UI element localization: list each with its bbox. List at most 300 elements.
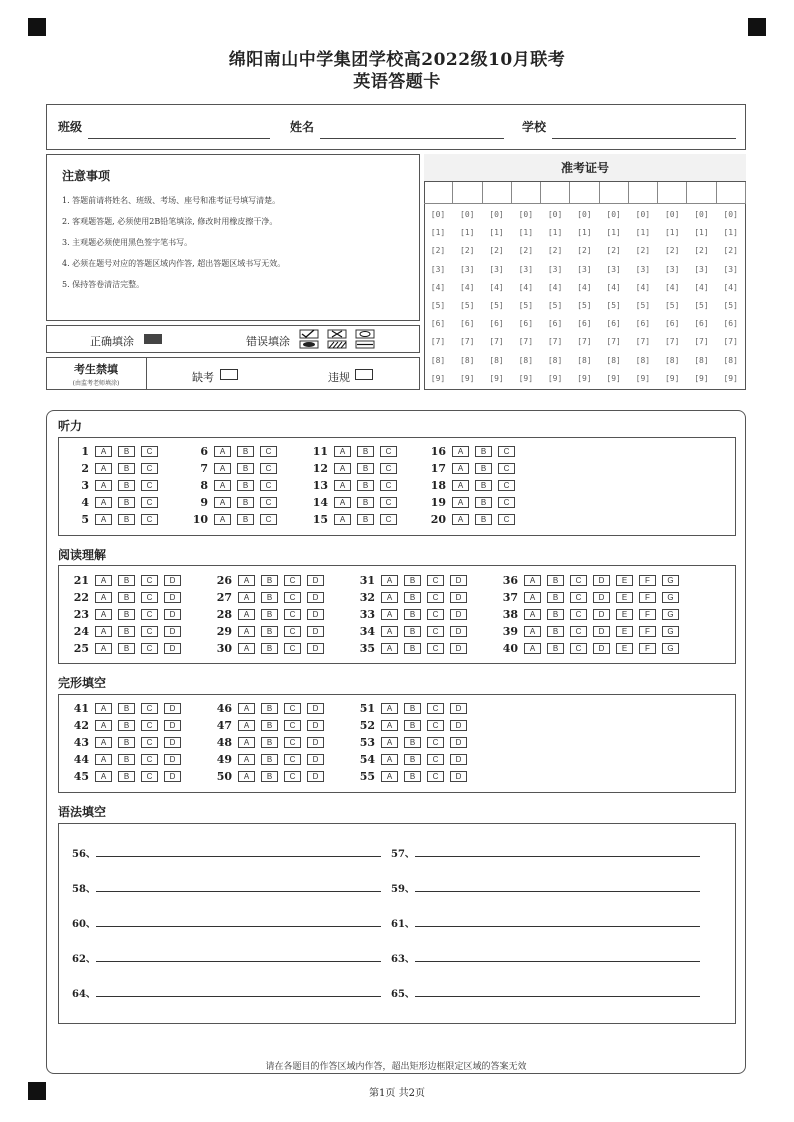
exam-id-digit-bubble[interactable]: [5] [547,301,563,310]
exam-id-digit-bubble[interactable]: [2] [489,246,504,256]
answer-option-bubble[interactable]: D [307,737,324,748]
answer-option-bubble[interactable]: B [475,463,492,474]
answer-option-bubble[interactable]: D [307,575,324,586]
answer-option-bubble[interactable]: B [404,575,421,586]
answer-option-bubble[interactable]: B [261,737,278,748]
answer-option-bubble[interactable]: C [141,575,158,586]
answer-option-bubble[interactable]: B [118,497,135,508]
answer-option-bubble[interactable]: D [593,592,610,603]
answer-option-bubble[interactable]: B [261,720,278,731]
answer-option-bubble[interactable]: B [118,480,135,491]
exam-id-digit-bubble[interactable]: [4] [664,282,680,292]
answer-option-bubble[interactable]: C [570,592,587,603]
exam-id-digit-bubble[interactable]: [0] [577,210,592,219]
answer-option-bubble[interactable]: A [452,497,469,508]
answer-option-bubble[interactable]: A [524,575,541,586]
exam-id-digit-bubble[interactable]: [3] [430,264,446,274]
exam-id-digit-bubble[interactable]: [4] [489,282,504,292]
exam-id-digit-bubble[interactable]: [0] [723,210,738,219]
class-field[interactable] [88,138,270,139]
exam-id-write-cell[interactable] [512,182,541,204]
answer-option-bubble[interactable]: A [95,720,112,731]
answer-option-bubble[interactable]: A [381,720,398,731]
answer-option-bubble[interactable]: C [284,703,301,714]
answer-option-bubble[interactable]: F [639,592,656,603]
exam-id-write-cell[interactable] [483,182,512,204]
answer-option-bubble[interactable]: A [238,592,255,603]
exam-id-digit-bubble[interactable]: [4] [723,282,738,292]
exam-id-write-cell[interactable] [600,182,629,204]
grammar-answer-line[interactable] [96,961,381,962]
exam-id-digit-bubble[interactable]: [7] [694,337,709,347]
answer-option-bubble[interactable]: D [307,626,324,637]
answer-option-bubble[interactable]: C [141,480,158,491]
answer-option-bubble[interactable]: D [450,592,467,603]
answer-option-bubble[interactable]: C [427,643,444,654]
exam-id-digit-bubble[interactable]: [5] [489,301,504,310]
answer-option-bubble[interactable]: A [95,737,112,748]
answer-option-bubble[interactable]: B [237,446,254,457]
answer-option-bubble[interactable]: B [118,643,135,654]
answer-option-bubble[interactable]: B [118,514,135,525]
answer-option-bubble[interactable]: G [662,592,679,603]
answer-option-bubble[interactable]: C [260,463,277,474]
exam-id-digit-bubble[interactable]: [6] [723,319,738,329]
answer-option-bubble[interactable]: A [452,514,469,525]
exam-id-write-cell[interactable] [453,182,482,204]
exam-id-digit-bubble[interactable]: [1] [577,228,592,238]
exam-id-write-cell[interactable] [717,182,746,204]
answer-option-bubble[interactable]: D [593,575,610,586]
answer-option-bubble[interactable]: C [284,754,301,765]
answer-option-bubble[interactable]: C [141,754,158,765]
exam-id-digit-bubble[interactable]: [5] [635,301,651,310]
answer-option-bubble[interactable]: D [593,643,610,654]
answer-option-bubble[interactable]: C [260,480,277,491]
answer-option-bubble[interactable]: B [261,626,278,637]
answer-option-bubble[interactable]: B [118,720,135,731]
exam-id-digit-bubble[interactable]: [5] [664,301,680,310]
answer-option-bubble[interactable]: D [164,592,181,603]
exam-id-digit-bubble[interactable]: [5] [577,301,592,310]
answer-option-bubble[interactable]: D [450,575,467,586]
exam-id-digit-bubble[interactable]: [9] [547,373,563,383]
exam-id-write-cell[interactable] [541,182,570,204]
exam-id-digit-bubble[interactable]: [0] [606,210,621,219]
answer-option-bubble[interactable]: D [307,771,324,782]
exam-id-digit-bubble[interactable]: [2] [723,246,738,256]
exam-id-write-cell[interactable] [570,182,599,204]
answer-option-bubble[interactable]: A [95,643,112,654]
answer-option-bubble[interactable]: G [662,609,679,620]
exam-id-digit-bubble[interactable]: [8] [518,355,534,365]
answer-option-bubble[interactable]: B [404,720,421,731]
answer-option-bubble[interactable]: C [427,720,444,731]
answer-option-bubble[interactable]: D [450,609,467,620]
answer-option-bubble[interactable]: A [452,463,469,474]
answer-option-bubble[interactable]: C [570,626,587,637]
exam-id-digit-bubble[interactable]: [0] [635,210,651,219]
answer-option-bubble[interactable]: A [214,514,231,525]
exam-id-digit-bubble[interactable]: [6] [577,319,592,329]
answer-option-bubble[interactable]: A [334,480,351,491]
answer-option-bubble[interactable]: B [261,771,278,782]
exam-id-digit-bubble[interactable]: [3] [460,264,475,274]
exam-id-digit-bubble[interactable]: [9] [664,373,680,383]
answer-option-bubble[interactable]: C [284,626,301,637]
exam-id-digit-bubble[interactable]: [7] [606,337,621,347]
exam-id-digit-bubble[interactable]: [1] [723,228,738,238]
answer-option-bubble[interactable]: A [238,643,255,654]
answer-option-bubble[interactable]: A [334,497,351,508]
answer-option-bubble[interactable]: A [95,592,112,603]
answer-option-bubble[interactable]: C [498,514,515,525]
answer-option-bubble[interactable]: C [260,497,277,508]
answer-option-bubble[interactable]: A [334,446,351,457]
answer-option-bubble[interactable]: E [616,592,633,603]
exam-id-digit-bubble[interactable]: [9] [635,373,651,383]
exam-id-digit-bubble[interactable]: [4] [635,282,651,292]
violation-checkbox[interactable] [355,369,373,380]
exam-id-digit-bubble[interactable]: [0] [489,210,504,219]
answer-option-bubble[interactable]: A [334,514,351,525]
answer-option-bubble[interactable]: B [404,703,421,714]
exam-id-digit-bubble[interactable]: [8] [606,355,621,365]
exam-id-digit-bubble[interactable]: [3] [635,264,651,274]
answer-option-bubble[interactable]: D [164,754,181,765]
exam-id-digit-bubble[interactable]: [6] [489,319,504,329]
answer-option-bubble[interactable]: B [357,514,374,525]
answer-option-bubble[interactable]: G [662,643,679,654]
exam-id-digit-bubble[interactable]: [5] [723,301,738,310]
exam-id-digit-bubble[interactable]: [3] [577,264,592,274]
answer-option-bubble[interactable]: C [141,771,158,782]
exam-id-digit-bubble[interactable]: [0] [518,210,534,219]
exam-id-digit-bubble[interactable]: [3] [489,264,504,274]
exam-id-digit-bubble[interactable]: [8] [430,355,446,365]
answer-option-bubble[interactable]: D [593,626,610,637]
answer-option-bubble[interactable]: C [427,703,444,714]
answer-option-bubble[interactable]: C [284,771,301,782]
answer-option-bubble[interactable]: C [141,609,158,620]
answer-option-bubble[interactable]: A [95,463,112,474]
answer-option-bubble[interactable]: C [427,609,444,620]
name-field[interactable] [320,138,504,139]
answer-option-bubble[interactable]: C [427,771,444,782]
exam-id-digit-bubble[interactable]: [6] [664,319,680,329]
answer-option-bubble[interactable]: B [118,446,135,457]
answer-option-bubble[interactable]: C [380,480,397,491]
answer-option-bubble[interactable]: D [450,643,467,654]
answer-option-bubble[interactable]: B [547,609,564,620]
exam-id-write-cell[interactable] [687,182,716,204]
answer-option-bubble[interactable]: B [118,626,135,637]
exam-id-digit-bubble[interactable]: [2] [577,246,592,256]
exam-id-digit-bubble[interactable]: [4] [518,282,534,292]
answer-option-bubble[interactable]: C [284,575,301,586]
exam-id-digit-bubble[interactable]: [3] [694,264,709,274]
answer-option-bubble[interactable]: D [307,720,324,731]
answer-option-bubble[interactable]: B [237,463,254,474]
answer-option-bubble[interactable]: A [95,609,112,620]
exam-id-digit-bubble[interactable]: [6] [518,319,534,329]
exam-id-digit-bubble[interactable]: [0] [547,210,563,219]
answer-option-bubble[interactable]: B [261,754,278,765]
answer-option-bubble[interactable]: B [118,754,135,765]
answer-option-bubble[interactable]: E [616,643,633,654]
answer-option-bubble[interactable]: D [593,609,610,620]
answer-option-bubble[interactable]: A [334,463,351,474]
answer-option-bubble[interactable]: C [141,737,158,748]
answer-option-bubble[interactable]: B [261,643,278,654]
exam-id-digit-bubble[interactable]: [4] [547,282,563,292]
exam-id-digit-bubble[interactable]: [6] [694,319,709,329]
answer-option-bubble[interactable]: C [498,480,515,491]
exam-id-digit-bubble[interactable]: [8] [460,355,475,365]
exam-id-digit-bubble[interactable]: [4] [694,282,709,292]
answer-option-bubble[interactable]: D [450,626,467,637]
exam-id-digit-bubble[interactable]: [9] [489,373,504,383]
grammar-answer-line[interactable] [96,926,381,927]
exam-id-digit-bubble[interactable]: [6] [547,319,563,329]
answer-option-bubble[interactable]: C [380,446,397,457]
answer-option-bubble[interactable]: A [452,446,469,457]
answer-option-bubble[interactable]: B [261,592,278,603]
answer-option-bubble[interactable]: D [307,592,324,603]
answer-option-bubble[interactable]: C [380,497,397,508]
exam-id-digit-bubble[interactable]: [8] [489,355,504,365]
exam-id-digit-bubble[interactable]: [8] [664,355,680,365]
exam-id-digit-bubble[interactable]: [9] [606,373,621,383]
exam-id-digit-bubble[interactable]: [2] [635,246,651,256]
answer-option-bubble[interactable]: C [427,592,444,603]
answer-option-bubble[interactable]: B [357,480,374,491]
answer-option-bubble[interactable]: C [427,754,444,765]
exam-id-digit-bubble[interactable]: [4] [460,282,475,292]
answer-option-bubble[interactable]: B [118,609,135,620]
answer-option-bubble[interactable]: D [450,771,467,782]
exam-id-digit-bubble[interactable]: [9] [694,373,709,383]
grammar-answer-line[interactable] [415,996,700,997]
answer-option-bubble[interactable]: C [141,592,158,603]
answer-option-bubble[interactable]: A [381,609,398,620]
answer-option-bubble[interactable]: C [284,737,301,748]
exam-id-digit-bubble[interactable]: [5] [430,301,446,310]
school-field[interactable] [552,138,736,139]
answer-option-bubble[interactable]: D [450,720,467,731]
answer-option-bubble[interactable]: C [427,575,444,586]
answer-option-bubble[interactable]: C [284,720,301,731]
exam-id-digit-bubble[interactable]: [4] [606,282,621,292]
exam-id-digit-bubble[interactable]: [2] [460,246,475,256]
answer-option-bubble[interactable]: B [547,626,564,637]
exam-id-digit-bubble[interactable]: [3] [547,264,563,274]
answer-option-bubble[interactable]: C [141,446,158,457]
exam-id-digit-bubble[interactable]: [8] [723,355,738,365]
exam-id-digit-bubble[interactable]: [2] [664,246,680,256]
exam-id-digit-bubble[interactable]: [7] [518,337,534,347]
exam-id-digit-bubble[interactable]: [1] [518,228,534,238]
answer-option-bubble[interactable]: B [475,514,492,525]
answer-option-bubble[interactable]: E [616,609,633,620]
exam-id-digit-bubble[interactable]: [0] [430,210,446,219]
exam-id-digit-bubble[interactable]: [4] [430,282,446,292]
answer-option-bubble[interactable]: A [381,575,398,586]
exam-id-digit-bubble[interactable]: [8] [547,355,563,365]
answer-option-bubble[interactable]: D [307,643,324,654]
exam-id-digit-bubble[interactable]: [5] [606,301,621,310]
answer-option-bubble[interactable]: A [238,771,255,782]
answer-option-bubble[interactable]: B [547,575,564,586]
grammar-answer-line[interactable] [415,961,700,962]
grammar-answer-line[interactable] [96,856,381,857]
answer-option-bubble[interactable]: D [307,609,324,620]
exam-id-digit-bubble[interactable]: [6] [606,319,621,329]
answer-option-bubble[interactable]: C [141,514,158,525]
grammar-answer-line[interactable] [415,856,700,857]
exam-id-digit-bubble[interactable]: [5] [460,301,475,310]
exam-id-write-cell[interactable] [658,182,687,204]
answer-option-bubble[interactable]: C [498,446,515,457]
answer-option-bubble[interactable]: B [261,575,278,586]
answer-option-bubble[interactable]: A [214,497,231,508]
answer-option-bubble[interactable]: B [404,643,421,654]
answer-option-bubble[interactable]: E [616,626,633,637]
answer-option-bubble[interactable]: C [284,643,301,654]
answer-option-bubble[interactable]: C [284,592,301,603]
answer-option-bubble[interactable]: D [164,771,181,782]
answer-option-bubble[interactable]: A [381,737,398,748]
exam-id-digit-bubble[interactable]: [1] [635,228,651,238]
exam-id-digit-bubble[interactable]: [7] [547,337,563,347]
answer-option-bubble[interactable]: B [118,771,135,782]
answer-option-bubble[interactable]: B [547,592,564,603]
exam-id-digit-bubble[interactable]: [2] [547,246,563,256]
exam-id-digit-bubble[interactable]: [7] [635,337,651,347]
answer-option-bubble[interactable]: D [450,703,467,714]
answer-option-bubble[interactable]: C [260,446,277,457]
answer-option-bubble[interactable]: A [381,592,398,603]
answer-option-bubble[interactable]: B [404,737,421,748]
answer-option-bubble[interactable]: C [141,497,158,508]
answer-option-bubble[interactable]: C [427,737,444,748]
answer-option-bubble[interactable]: C [570,575,587,586]
answer-option-bubble[interactable]: C [427,626,444,637]
exam-id-digit-bubble[interactable]: [1] [430,228,446,238]
answer-option-bubble[interactable]: A [524,626,541,637]
exam-id-digit-bubble[interactable]: [7] [430,337,446,347]
answer-option-bubble[interactable]: B [404,609,421,620]
exam-id-digit-bubble[interactable]: [1] [694,228,709,238]
exam-id-digit-bubble[interactable]: [6] [430,319,446,329]
answer-option-bubble[interactable]: A [95,497,112,508]
answer-option-bubble[interactable]: B [404,626,421,637]
answer-option-bubble[interactable]: C [141,720,158,731]
answer-option-bubble[interactable]: A [381,754,398,765]
grammar-answer-line[interactable] [96,891,381,892]
answer-option-bubble[interactable]: D [164,720,181,731]
answer-option-bubble[interactable]: C [141,626,158,637]
exam-id-digit-bubble[interactable]: [2] [518,246,534,256]
exam-id-digit-bubble[interactable]: [1] [489,228,504,238]
answer-option-bubble[interactable]: B [357,446,374,457]
answer-option-bubble[interactable]: A [524,609,541,620]
answer-option-bubble[interactable]: C [141,703,158,714]
answer-option-bubble[interactable]: B [475,480,492,491]
answer-option-bubble[interactable]: A [381,771,398,782]
exam-id-digit-bubble[interactable]: [9] [460,373,475,383]
answer-option-bubble[interactable]: A [214,446,231,457]
exam-id-digit-bubble[interactable]: [7] [577,337,592,347]
answer-option-bubble[interactable]: A [524,643,541,654]
answer-option-bubble[interactable]: B [404,754,421,765]
answer-option-bubble[interactable]: D [450,737,467,748]
answer-option-bubble[interactable]: C [260,514,277,525]
answer-option-bubble[interactable]: A [95,771,112,782]
answer-option-bubble[interactable]: D [307,703,324,714]
answer-option-bubble[interactable]: C [498,497,515,508]
answer-option-bubble[interactable]: A [238,609,255,620]
answer-option-bubble[interactable]: A [95,575,112,586]
grammar-answer-line[interactable] [415,891,700,892]
answer-option-bubble[interactable]: F [639,643,656,654]
exam-id-digit-bubble[interactable]: [5] [518,301,534,310]
answer-option-bubble[interactable]: F [639,626,656,637]
exam-id-digit-bubble[interactable]: [0] [694,210,709,219]
answer-option-bubble[interactable]: A [95,626,112,637]
exam-id-digit-bubble[interactable]: [1] [664,228,680,238]
answer-option-bubble[interactable]: C [570,643,587,654]
answer-option-bubble[interactable]: B [118,737,135,748]
answer-option-bubble[interactable]: G [662,626,679,637]
answer-option-bubble[interactable]: E [616,575,633,586]
exam-id-digit-bubble[interactable]: [9] [723,373,738,383]
answer-option-bubble[interactable]: D [164,643,181,654]
exam-id-digit-bubble[interactable]: [8] [577,355,592,365]
exam-id-digit-bubble[interactable]: [8] [694,355,709,365]
answer-option-bubble[interactable]: B [118,463,135,474]
answer-option-bubble[interactable]: A [452,480,469,491]
exam-id-digit-bubble[interactable]: [3] [518,264,534,274]
answer-option-bubble[interactable]: B [261,703,278,714]
exam-id-digit-bubble[interactable]: [9] [518,373,534,383]
answer-option-bubble[interactable]: A [238,703,255,714]
answer-option-bubble[interactable]: F [639,575,656,586]
answer-option-bubble[interactable]: A [95,480,112,491]
exam-id-digit-bubble[interactable]: [1] [547,228,563,238]
answer-option-bubble[interactable]: A [238,626,255,637]
answer-option-bubble[interactable]: B [118,575,135,586]
answer-option-bubble[interactable]: A [95,703,112,714]
answer-option-bubble[interactable]: A [95,446,112,457]
answer-option-bubble[interactable]: A [381,643,398,654]
answer-option-bubble[interactable]: B [118,592,135,603]
exam-id-digit-bubble[interactable]: [6] [460,319,475,329]
answer-option-bubble[interactable]: C [141,463,158,474]
exam-id-digit-bubble[interactable]: [3] [723,264,738,274]
answer-option-bubble[interactable]: A [524,592,541,603]
answer-option-bubble[interactable]: A [238,737,255,748]
answer-option-bubble[interactable]: A [214,463,231,474]
answer-option-bubble[interactable]: B [404,771,421,782]
exam-id-digit-bubble[interactable]: [0] [664,210,680,219]
exam-id-digit-bubble[interactable]: [6] [635,319,651,329]
exam-id-digit-bubble[interactable]: [7] [489,337,504,347]
answer-option-bubble[interactable]: A [381,703,398,714]
answer-option-bubble[interactable]: B [547,643,564,654]
exam-id-write-cell[interactable] [629,182,658,204]
answer-option-bubble[interactable]: B [237,497,254,508]
